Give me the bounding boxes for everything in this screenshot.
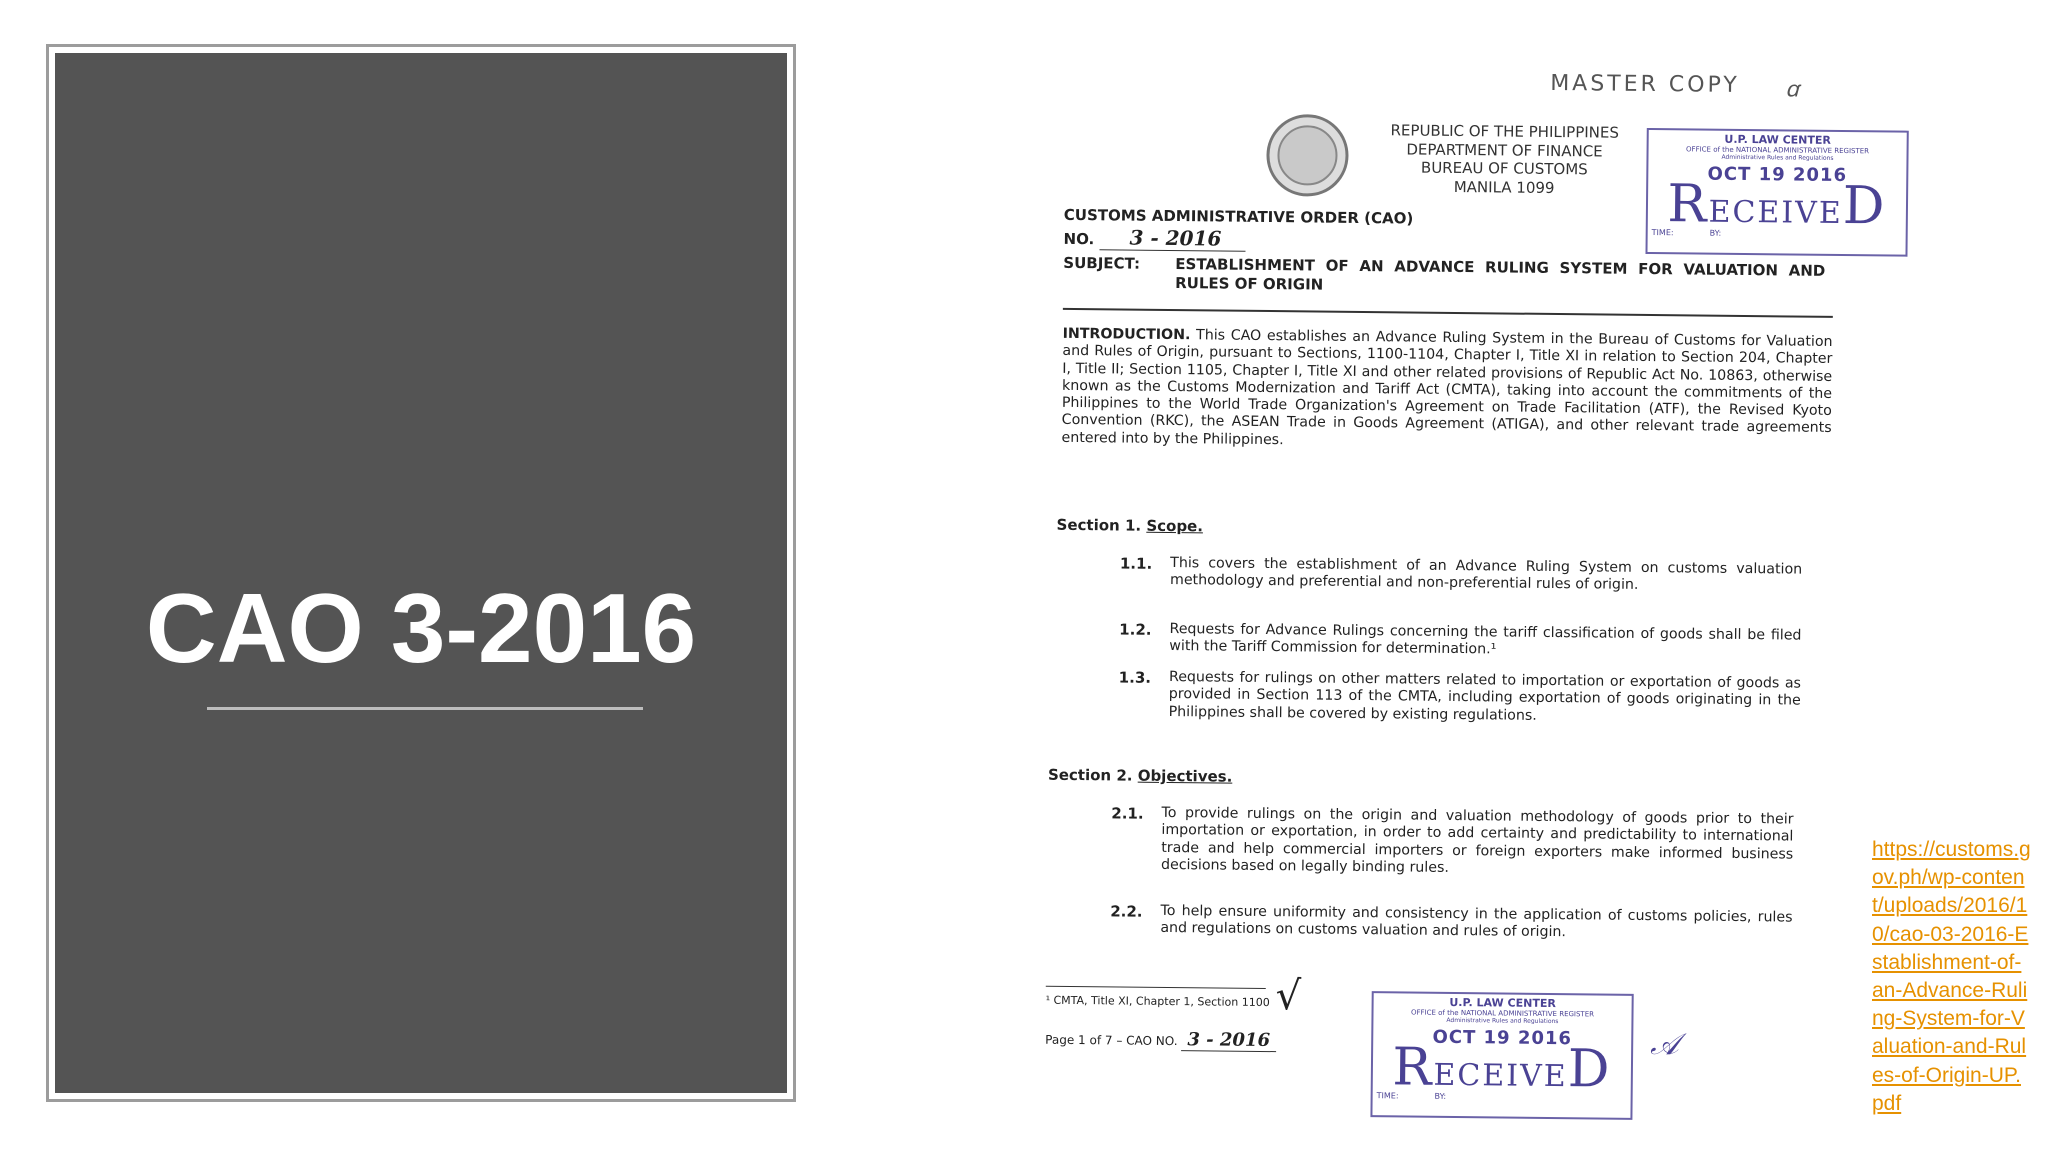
- list-item: 2.2. To help ensure uniformity and consistency in the application of customs policies, rules and regulations on customs valuation and rules of origin.: [1110, 902, 1793, 941]
- intro-text: This CAO establishes an Advance Ruling System in the Bureau of Customs for Valuation and Rules of Origin, pursuant to Sections, 1100-1104, Chapter I, Title XI in relation to Section 204, Chapter I, Title II; Section 1105, Chapter I, Title XI and other related provisions of Republic Act No. 10863, otherwise known as the Customs Modernization and Tariff Act (CMTA), taking into account the commitments of the Philippines to the World Trade Organization's Agreement on Trade Facilitation (ATF), the Revised Kyoto Convention (RKC), the ASEAN Trade in Goods Agreement (ATIGA), and other relevant trade agreements entered into by the Philippines.: [1061, 327, 1833, 448]
- stamp-office: OFFICE of the NATIONAL ADMINISTRATIVE REGISTER: [1686, 145, 1870, 156]
- cao-number-label: NO.: [1063, 229, 1095, 249]
- agency-line: REPUBLIC OF THE PHILIPPINES: [1390, 121, 1620, 142]
- subject-text: ESTABLISHMENT OF AN ADVANCE RULING SYSTEM FOR VALUATION AND RULES OF ORIGIN: [1175, 255, 1826, 294]
- signature-icon: 𝒜: [1650, 1027, 1679, 1063]
- slide-title: CAO 3-2016: [145, 573, 697, 683]
- stamp-footer: TIME: BY:: [1651, 228, 1722, 238]
- master-copy-initials-icon: ꭤ: [1785, 77, 1799, 103]
- stamp-office: OFFICE of the NATIONAL ADMINISTRATIVE REGISTER: [1410, 1008, 1595, 1019]
- footnote: ¹ CMTA, Title XI, Chapter 1, Section 1100: [1045, 993, 1270, 1010]
- header-rule: [1063, 308, 1833, 318]
- received-stamp-top: [1645, 128, 1908, 257]
- agency-header: [1354, 121, 1655, 198]
- handwritten-initials-icon: √: [1275, 973, 1302, 1020]
- agency-line: MANILA 1099: [1453, 177, 1555, 197]
- stamp-date: OCT 19 2016: [1432, 1026, 1573, 1050]
- bureau-seal-icon: [1266, 114, 1349, 197]
- stamp-sub: Administrative Rules and Regulations: [1446, 1016, 1559, 1026]
- cao-title: CUSTOMS ADMINISTRATIVE ORDER (CAO): [1063, 205, 1414, 228]
- agency-line: DEPARTMENT OF FINANCE: [1406, 139, 1603, 160]
- stamp-received: RECEIVED: [1667, 174, 1887, 237]
- scanned-document: [984, 35, 1930, 1135]
- stamp-sub: Administrative Rules and Regulations: [1721, 153, 1834, 162]
- introduction-paragraph: [1061, 326, 1832, 455]
- subject-block: [1063, 254, 1833, 300]
- stamp-header: U.P. LAW CENTER: [1449, 995, 1556, 1011]
- title-card-panel: [55, 53, 787, 1093]
- intro-label: INTRODUCTION.: [1062, 325, 1191, 344]
- page-info: Page 1 of 7 – CAO NO. 3 - 2016: [1045, 1028, 1276, 1052]
- cao-number-row: [1063, 225, 1245, 252]
- title-card: [46, 44, 796, 1102]
- section1-heading: Section 1. Scope.: [1056, 515, 1204, 536]
- agency-line: BUREAU OF CUSTOMS: [1420, 158, 1588, 179]
- list-item: 1.3. Requests for rulings on other matters related to importation or exportation of goods as provided in Section 113 of the CMTA, including exportation of goods originating in the Philippines shall be covered by existing regulations.: [1118, 668, 1802, 724]
- stamp-header: U.P. LAW CENTER: [1724, 132, 1831, 147]
- source-link[interactable]: https://customs.gov.ph/wp-content/uploads/2016/10/cao-03-2016-Establishment-of-an-Advance-Ruling-System-for-Valuation-and-Rules-of-Origin-UP.pdf: [1872, 838, 2031, 1115]
- list-item: 2.1. To provide rulings on the origin and valuation methodology of goods prior to their importation or exportation, in order to add certainty and predictability to international trade and help commercial importers or foreign exporters make informed business decisions based on legally binding rules.: [1111, 804, 1794, 876]
- master-copy-label: MASTER COPY: [1550, 70, 1740, 98]
- footnote-rule: [1046, 986, 1266, 989]
- list-item: 1.2. Requests for Advance Rulings concerning the tariff classification of goods shall be filed with the Tariff Commission for determination.¹: [1119, 620, 1802, 658]
- stamp-footer: TIME: BY:: [1376, 1091, 1447, 1101]
- stamp-received: RECEIVED: [1392, 1037, 1612, 1100]
- received-stamp-bottom: [1370, 991, 1633, 1120]
- list-item: 1.1. This covers the establishment of an Advance Ruling System on customs valuation methodology and preferential and non-preferential rules of origin.: [1119, 554, 1803, 594]
- title-divider: [207, 707, 643, 710]
- subject-label: SUBJECT:: [1063, 253, 1141, 273]
- section2-heading: Section 2. Objectives.: [1047, 765, 1233, 786]
- cao-number-value: 3 - 2016: [1099, 225, 1245, 252]
- stamp-date: OCT 19 2016: [1707, 163, 1848, 187]
